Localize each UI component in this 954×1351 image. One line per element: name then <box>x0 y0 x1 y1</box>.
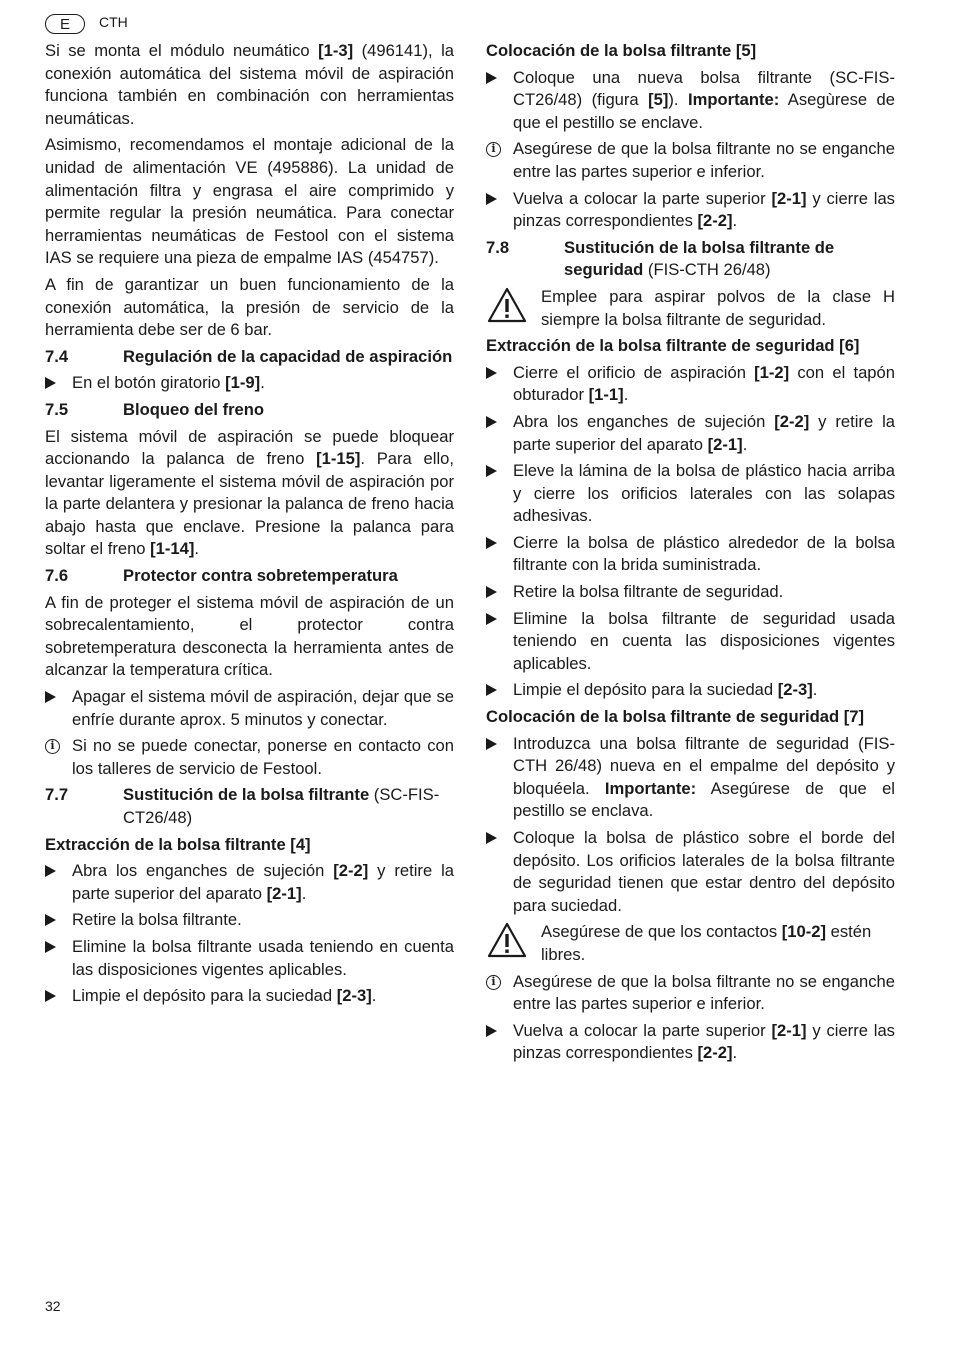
arrow-bullet-icon <box>486 1025 497 1037</box>
list-item: Limpie el depósito para la suciedad [2-3]. <box>486 679 895 702</box>
subheading: Extracción de la bolsa filtrante [4] <box>45 834 311 854</box>
arrow-bullet-icon <box>486 465 497 477</box>
list-item: Cierre la bolsa de plástico alrededor de la bolsa filtrante con la brida suministrada. <box>486 532 895 577</box>
arrow-bullet-icon <box>486 416 497 428</box>
list-item: Coloque una nueva bolsa filtrante (SC-FIS-CT26/48) (figura [5]). Importante: Asegùrese de que el pestillo se enclave. <box>486 67 895 135</box>
list-item: Elimine la bolsa filtrante de seguridad usada teniendo en cuenta las disposiciones vigentes aplicables. <box>486 608 895 676</box>
section-heading-7-5: 7.5 Bloqueo del freno <box>45 399 265 419</box>
left-column <box>45 40 454 1012</box>
section-heading-7-7: 7.7 Sustitución de la bolsa filtrante (SC-FIS-CT26/48) <box>45 785 440 827</box>
section-heading-7-4: 7.4 Regulación de la capacidad de aspiración <box>45 346 453 366</box>
paragraph: Asimismo, recomendamos el montaje adicional de la unidad de alimentación VE (495886). La unidad de alimentación filtra y engrasa el aire comprimido y permite regular la presión neumática. Para conectar herramientas neumáticas de Festool con el sistema IAS se requiere una pieza de empalme IAS (454757). <box>45 135 454 268</box>
list-item: Introduzca una bolsa filtrante de seguridad (FIS-CTH 26/48) nueva en el empalme del depósito y bloquéela. Importante: Asegúrese de que el pestillo se enclava. <box>486 733 895 823</box>
page-number: 32 <box>45 1298 61 1314</box>
info-note: i Si no se puede conectar, ponerse en contacto con los talleres de servicio de Festool. <box>45 735 454 780</box>
paragraph: Si se monta el módulo neumático [1-3] (496141), la conexión automática del sistema móvil de aspiración funciona también en combinación con herramientas neumáticas. <box>45 41 454 128</box>
list-item: Elimine la bolsa filtrante usada teniendo en cuenta las disposiciones vigentes aplicables. <box>45 936 454 981</box>
arrow-bullet-icon <box>45 865 56 877</box>
list-item: Cierre el orificio de aspiración [1-2] con el tapón obturador [1-1]. <box>486 362 895 407</box>
section-heading-7-8: 7.8 Sustitución de la bolsa filtrante de seguridad (FIS-CTH 26/48) <box>486 237 835 280</box>
list-item: En el botón giratorio [1-9]. <box>45 372 454 395</box>
warning-triangle-icon <box>486 921 528 959</box>
list-item: Limpie el depósito para la suciedad [2-3]. <box>45 985 454 1008</box>
info-icon: i <box>486 142 501 157</box>
arrow-bullet-icon <box>45 914 56 926</box>
model-label: CTH <box>99 14 128 30</box>
warning-triangle-icon <box>486 286 528 324</box>
arrow-bullet-icon <box>45 377 56 389</box>
paragraph: El sistema móvil de aspiración se puede bloquear accionando la palanca de freno [1-15]. Para ello, levantar ligeramente el sistema móvil de aspiración por la parte delantera y presionar la palanca de freno hacia abajo hasta que enclave. Presione la palanca para soltar el freno [1-14]. <box>45 426 454 559</box>
warning-note: Emplee para aspirar polvos de la clase H siempre la bolsa filtrante de seguridad. <box>486 286 895 331</box>
arrow-bullet-icon <box>486 586 497 598</box>
arrow-bullet-icon <box>45 691 56 703</box>
language-badge: E <box>45 14 85 34</box>
right-column <box>486 40 895 1069</box>
page-header <box>45 12 128 36</box>
arrow-bullet-icon <box>486 367 497 379</box>
subheading: Colocación de la bolsa filtrante de seguridad [7] <box>486 707 865 727</box>
arrow-bullet-icon <box>486 832 497 844</box>
list-item: Retire la bolsa filtrante de seguridad. <box>486 581 895 604</box>
list-item: Retire la bolsa filtrante. <box>45 909 454 932</box>
arrow-bullet-icon <box>486 72 497 84</box>
arrow-bullet-icon <box>45 941 56 953</box>
arrow-bullet-icon <box>486 684 497 696</box>
arrow-bullet-icon <box>486 738 497 750</box>
subheading: Extracción de la bolsa filtrante de seguridad [6] <box>486 336 860 356</box>
list-item: Apagar el sistema móvil de aspiración, dejar que se enfríe durante aprox. 5 minutos y conectar. <box>45 686 454 731</box>
warning-note: Asegúrese de que los contactos [10-2] estén libres. <box>486 921 895 966</box>
subheading: Colocación de la bolsa filtrante [5] <box>486 41 757 60</box>
list-item: Abra los enganches de sujeción [2-2] y retire la parte superior del aparato [2-1]. <box>45 860 454 905</box>
info-note: i Asegúrese de que la bolsa filtrante no se enganche entre las partes superior e inferior. <box>486 971 895 1016</box>
info-icon: i <box>486 975 501 990</box>
paragraph: A fin de proteger el sistema móvil de aspiración de un sobrecalentamiento, el protector contra sobretemperatura desconecta la herramienta antes de alcanzar la temperatura crítica. <box>45 592 454 680</box>
list-item: Eleve la lámina de la bolsa de plástico hacia arriba y cierre los orificios laterales con las solapas adhesivas. <box>486 460 895 528</box>
list-item: Coloque la bolsa de plástico sobre el borde del depósito. Los orificios laterales de la bolsa filtrante de seguridad tienen que estar dentro del depósito para suciedad. <box>486 827 895 917</box>
arrow-bullet-icon <box>486 193 497 205</box>
arrow-bullet-icon <box>45 990 56 1002</box>
arrow-bullet-icon <box>486 613 497 625</box>
list-item: Vuelva a colocar la parte superior [2-1] y cierre las pinzas correspondientes [2-2]. <box>486 188 895 233</box>
list-item: Vuelva a colocar la parte superior [2-1] y cierre las pinzas correspondientes [2-2]. <box>486 1020 895 1065</box>
list-item: Abra los enganches de sujeción [2-2] y retire la parte superior del aparato [2-1]. <box>486 411 895 456</box>
arrow-bullet-icon <box>486 537 497 549</box>
paragraph: A fin de garantizar un buen funcionamiento de la conexión automática, la presión de servicio de la herramienta debe ser de 6 bar. <box>45 274 454 340</box>
info-icon: i <box>45 739 60 754</box>
section-heading-7-6: 7.6 Protector contra sobretemperatura <box>45 566 398 586</box>
info-note: i Asegúrese de que la bolsa filtrante no se enganche entre las partes superior e inferior. <box>486 138 895 183</box>
